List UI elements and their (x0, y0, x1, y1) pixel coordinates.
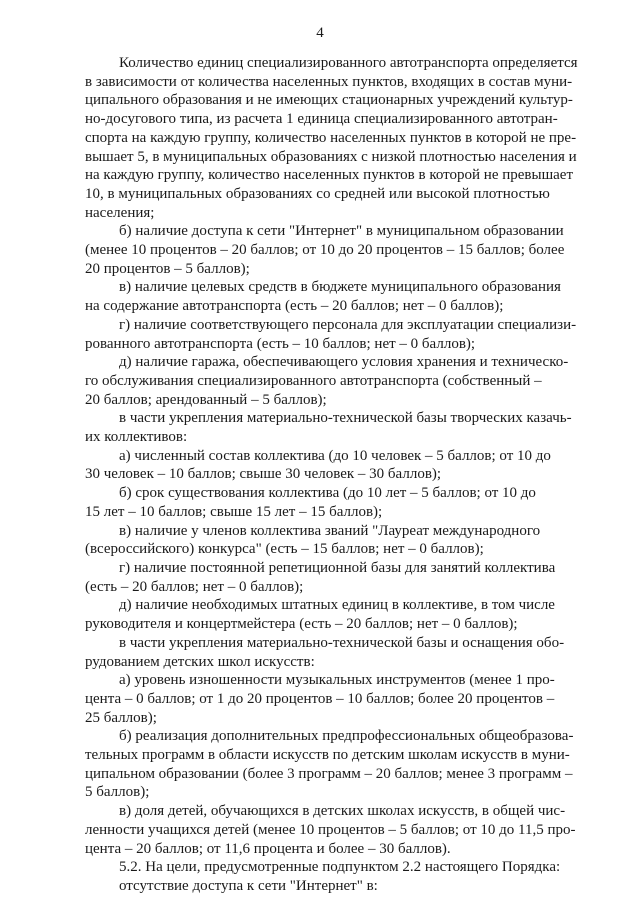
paragraph: в части укрепления материально-технической базы и оснащения обо- рудованием детских школ искусств: (85, 634, 565, 670)
paragraph: г) наличие соответствующего персонала для эксплуатации специализи- рованного автотранспорта (есть – 10 баллов; нет – 0 баллов); (85, 316, 577, 352)
paragraph: в части укрепления материально-технической базы творческих казачь- их коллективов: (85, 410, 572, 446)
paragraph: д) наличие необходимых штатных единиц в коллективе, в том числе руководителя и концертмейстера (есть – 20 баллов; нет – 0 баллов); (85, 597, 555, 633)
paragraph: г) наличие постоянной репетиционной базы для занятий коллектива (есть – 20 баллов; нет – 0 баллов); (85, 559, 556, 595)
paragraph: б) срок существования коллектива (до 10 лет – 5 баллов; от 10 до 15 лет – 10 баллов; свыше 15 лет – 15 баллов); (85, 485, 536, 520)
paragraph: в) доля детей, обучающихся в детских школах искусств, в общей чис- ленности учащихся детей (менее 10 процентов – 5 баллов; от 10 до 11,5 про- цента – 20 баллов; от 11,6 процента и более – 30 баллов). (85, 803, 576, 857)
paragraph: а) уровень изношенности музыкальных инструментов (менее 1 про- цента – 0 баллов; от 1 до 20 процентов – 10 баллов; более 20 процентов – 25 баллов); (85, 672, 555, 726)
paragraph: в) наличие целевых средств в бюджете муниципального образования на содержание автотранспорта (есть – 20 баллов; нет – 0 баллов); (85, 279, 561, 315)
paragraph: б) реализация дополнительных предпрофессиональных общеобразова- тельных программ в области искусств по детским школам искусств в муни- ципальном образовании (более 3 программ – 20 баллов; менее 3 программ – 5 баллов); (85, 728, 574, 801)
document-body (85, 54, 578, 896)
paragraph: отсутствие доступа к сети "Интернет" в: (119, 877, 378, 894)
page-number: 4 (316, 25, 324, 41)
paragraph: в) наличие у членов коллектива званий "Лауреат международного (всероссийского) конкурса" (есть – 15 баллов; нет – 0 баллов); (85, 522, 541, 558)
paragraph: д) наличие гаража, обеспечивающего условия хранения и техническо- го обслуживания специализированного автотранспорта (собственный – 20 баллов; арендованный – 5 баллов); (85, 354, 569, 408)
paragraph: а) численный состав коллектива (до 10 человек – 5 баллов; от 10 до 30 человек – 10 баллов; свыше 30 человек – 30 баллов); (85, 447, 551, 483)
paragraph: б) наличие доступа к сети "Интернет" в муниципальном образовании (менее 10 процентов – 20 баллов; от 10 до 20 процентов – 15 баллов; более 20 процентов – 5 баллов); (85, 223, 565, 277)
paragraph: Количество единиц специализированного автотранспорта определяется в зависимости от количества населенных пунктов, входящих в состав муни- ципального образования и не имеющих стационарных учреждений культур- но-досугового типа, из расчета 1 единица специализированного автотран- спорта на каждую группу, количество населенных пунктов в которой не пре- вышает 5, в муниципальных образованиях с низкой плотностью населения и на каждую группу, количество населенных пунктов в которой не превышает 10, в муниципальных образованиях со средней или высокой плотностью населения; (85, 55, 578, 221)
paragraph: 5.2. На цели, предусмотренные подпунктом 2.2 настоящего Порядка: (119, 859, 561, 876)
